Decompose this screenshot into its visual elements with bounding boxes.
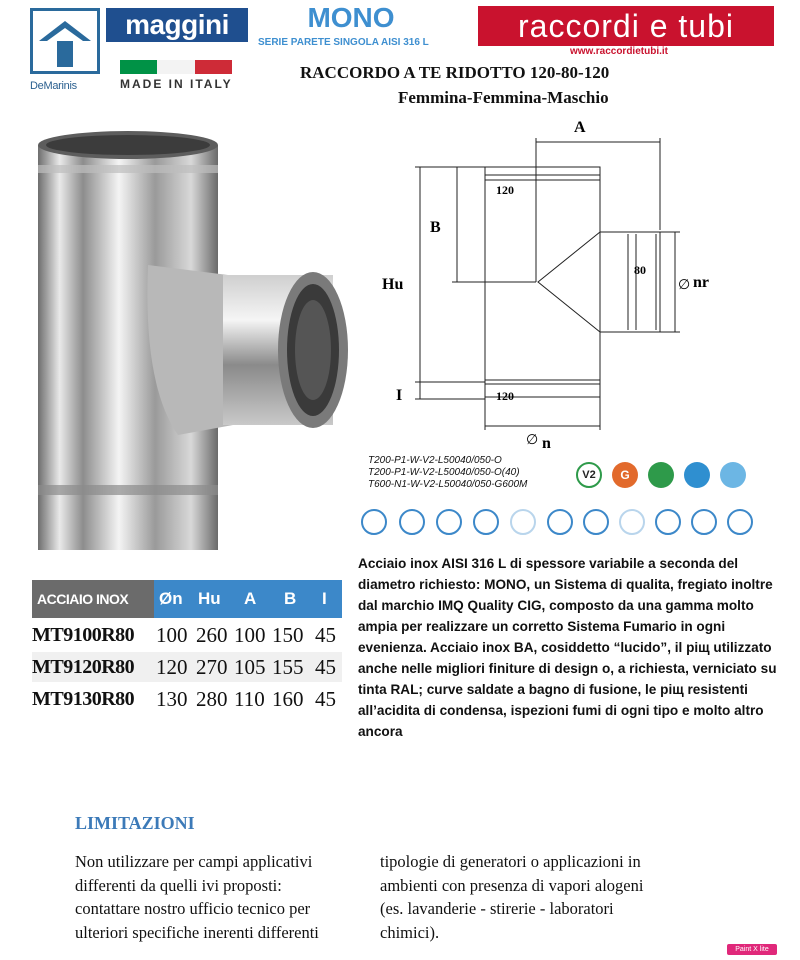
series-name: MONO — [307, 2, 395, 33]
stove-icon — [473, 509, 499, 535]
col-header-i: I — [322, 589, 327, 608]
made-in-italy: MADE IN ITALY — [120, 77, 233, 91]
series-subtitle: SERIE PARETE SINGOLA AISI 316 L — [258, 37, 429, 48]
table-row — [32, 652, 342, 682]
boiler-icon — [361, 509, 387, 535]
maggini-logo: maggini — [106, 8, 248, 42]
label-a: A — [574, 119, 586, 136]
table-header — [32, 580, 342, 618]
certification-codes — [368, 455, 527, 491]
roof-icon — [648, 462, 674, 488]
value-hu: 260 — [196, 623, 228, 647]
gas-g-icon: G — [612, 462, 638, 488]
website-url[interactable]: www.raccordietubi.it — [570, 46, 668, 57]
oven-icon — [655, 509, 681, 535]
demarinis-logo-mark — [30, 8, 100, 74]
value-i: 45 — [315, 687, 336, 711]
col-header-diameter: Øn — [159, 589, 183, 608]
value-hu: 270 — [196, 655, 228, 679]
diameter-symbol-nr: ∅ — [678, 278, 691, 293]
table-row — [32, 684, 342, 714]
value-b: 155 — [272, 655, 304, 679]
label-bottom-diameter: 120 — [496, 389, 514, 403]
fire-icon — [399, 509, 425, 535]
limitazioni-right-column — [380, 850, 643, 944]
label-nr: nr — [693, 274, 709, 291]
value-b: 150 — [272, 623, 304, 647]
home-icon — [583, 509, 609, 535]
product-description: Acciaio inox AISI 316 L di spessore variabile a seconda del diametro richiesto: MONO, un Sistema di qualita, fregiato inoltre dal marchio IMQ Quality CIG, composto da una gamma molto ampia per realizzare un corretto Sistema Fumario in ogni evenienza. Acciaio inox BA, cosiddetto “lucido”, il piщ utilizzato anche nelle migliori finiture di design o, a richiesta, verniciato su tinta RAL; curve saldate a bagno di fusione, le piщ resistenti all’acidita di condensa, ispezioni fumi di ogni tipo e molto altro ancora — [358, 556, 777, 739]
value-i: 45 — [315, 655, 336, 679]
limitazioni-line: Non utilizzare per campi applicativi — [75, 852, 313, 871]
label-hu: Hu — [382, 276, 404, 293]
limitazioni-line: contattare nostro ufficio tecnico per — [75, 899, 311, 918]
product-title: RACCORDO A TE RIDOTTO 120-80-120 — [300, 63, 610, 82]
value-a: 105 — [234, 655, 266, 679]
pot-icon — [547, 509, 573, 535]
value-diameter: 120 — [156, 655, 188, 679]
house-water-icon — [684, 462, 710, 488]
table-row — [32, 620, 342, 650]
italian-flag-icon — [120, 60, 232, 74]
label-i: I — [396, 387, 403, 404]
flame-icon — [436, 509, 462, 535]
label-branch-diameter: 80 — [634, 263, 646, 277]
col-header-a: A — [244, 589, 257, 608]
limitazioni-line: tipologie di generatori o applicazioni in — [380, 852, 641, 871]
value-i: 45 — [315, 623, 336, 647]
chimney-cap-icon — [33, 11, 97, 71]
value-hu: 280 — [196, 687, 228, 711]
limitazioni-line: ambienti con presenza di vapori alogeni — [380, 875, 644, 895]
product-subtitle: Femmina-Femmina-Maschio — [398, 88, 609, 107]
col-header-hu: Hu — [198, 589, 221, 608]
code-line: T200-P1-W-V2-L50040/050-O(40) — [368, 467, 520, 478]
technical-diagram — [360, 112, 790, 457]
limitazioni-line: (es. lavanderie - stirerie - laboratori — [380, 899, 614, 918]
limitazioni-line: differenti da quelli ivi proposti: — [75, 875, 282, 895]
label-b: B — [430, 219, 441, 236]
paint-x-lite-badge[interactable]: Paint X lite — [727, 944, 777, 955]
value-diameter: 130 — [156, 687, 188, 711]
wind-roof-icon — [720, 462, 746, 488]
limitazioni-line: chimici). — [380, 922, 440, 942]
limitazioni-line: ulteriori specifiche inerenti differenti — [75, 922, 319, 942]
value-a: 110 — [234, 687, 265, 711]
heat-icon — [510, 509, 536, 535]
demarinis-logo — [30, 8, 100, 98]
product-code: MT9100R80 — [32, 624, 135, 646]
value-a: 100 — [234, 623, 266, 647]
diameter-symbol-n: ∅ — [526, 433, 539, 448]
code-line: T600-N1-W-V2-L50040/050-G600M — [368, 479, 528, 490]
snowflake-sun-icon — [619, 509, 645, 535]
value-b: 160 — [272, 687, 304, 711]
raccordi-e-tubi-logo: raccordi e tubi — [478, 6, 774, 46]
material-header: ACCIAIO INOX — [32, 580, 154, 618]
demarinis-text: DeMarinis — [30, 80, 77, 92]
product-code: MT9120R80 — [32, 656, 135, 678]
value-diameter: 100 — [156, 623, 188, 647]
col-header-b: B — [284, 589, 297, 608]
product-code: MT9130R80 — [32, 688, 135, 710]
label-top-diameter: 120 — [496, 183, 514, 197]
water-drop-icon — [691, 509, 717, 535]
v2-icon: V2 — [576, 462, 602, 488]
label-n: n — [542, 435, 551, 452]
limitazioni-title: LIMITAZIONI — [75, 813, 195, 833]
product-photo — [28, 125, 358, 570]
limitazioni-left-column — [75, 850, 319, 944]
code-line: T200-P1-W-V2-L50040/050-O — [368, 455, 502, 466]
fan-icon — [727, 509, 753, 535]
